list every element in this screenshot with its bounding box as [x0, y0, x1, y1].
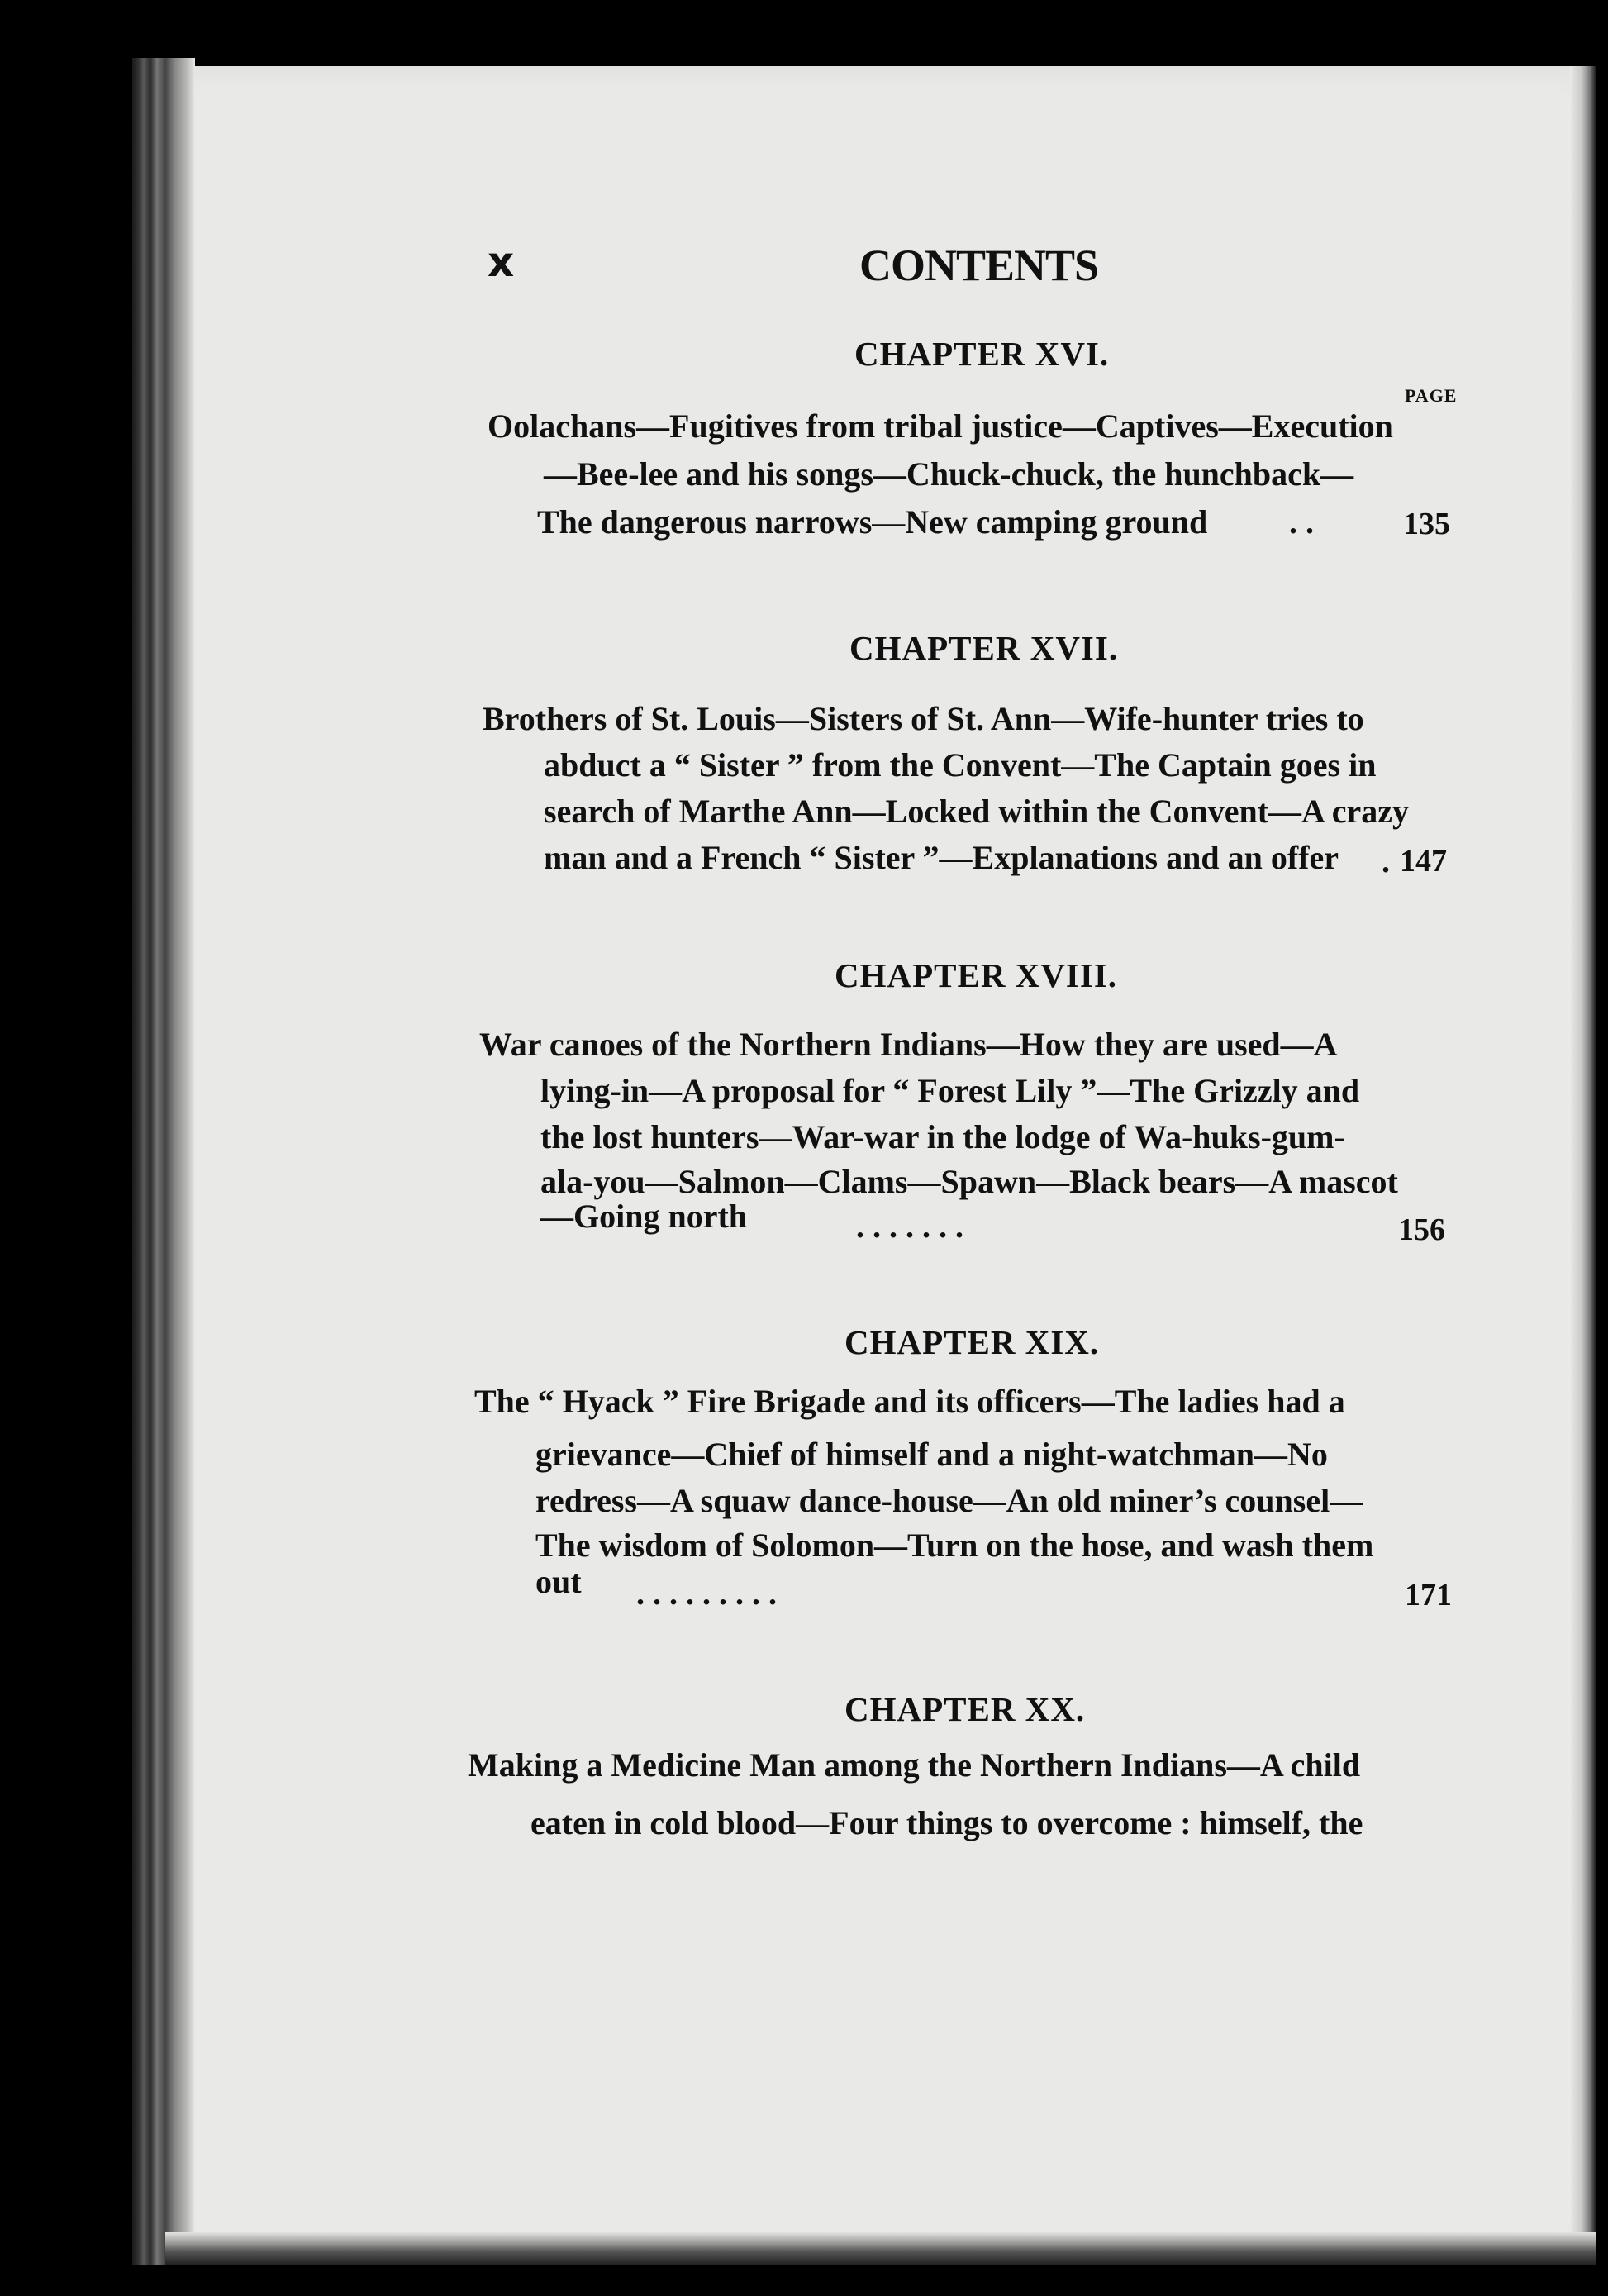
page-right-edge — [1570, 66, 1596, 2256]
chapter-summary-line: search of Marthe Ann—Locked within the Convent—A crazy — [544, 793, 1409, 830]
chapter-title: CHAPTER XVI. — [854, 335, 1110, 373]
chapter-summary-line: The wisdom of Solomon—Turn on the hose, and wash them — [535, 1527, 1374, 1564]
dot-leader: . . — [1289, 503, 1314, 541]
chapter-summary-line: lying-in—A proposal for “ Forest Lily ”—The Grizzly and — [540, 1072, 1360, 1109]
page-number: 147 — [1400, 844, 1447, 879]
page-number: 171 — [1405, 1578, 1452, 1612]
chapter-summary-line: out — [535, 1563, 582, 1600]
chapter-summary-line: —Going north — [540, 1198, 748, 1235]
chapter-summary-line: grievance—Chief of himself and a night-watchman—No — [535, 1436, 1328, 1473]
chapter-summary-line: Oolachans—Fugitives from tribal justice—Captives—Execution — [488, 407, 1393, 445]
chapter-summary-line: The “ Hyack ” Fire Brigade and its officers—The ladies had a — [474, 1383, 1345, 1420]
chapter-title: CHAPTER XX. — [844, 1690, 1086, 1728]
chapter-summary-line: The dangerous narrows—New camping ground — [537, 503, 1208, 541]
chapter-summary-line: Making a Medicine Man among the Northern Indians—A child — [468, 1746, 1361, 1784]
chapter-title: CHAPTER XIX. — [844, 1323, 1100, 1361]
dot-leader: . . . . . . . . . — [636, 1574, 777, 1612]
chapter-title: CHAPTER XVIII. — [835, 956, 1118, 994]
book-page — [132, 66, 1596, 2256]
dot-leader: . — [1382, 842, 1390, 879]
chapter-title: CHAPTER XVII. — [849, 629, 1119, 667]
chapter-summary-line: the lost hunters—War-war in the lodge of Wa-huks-gum- — [540, 1118, 1345, 1155]
chapter-summary-line: —Bee-lee and his songs—Chuck-chuck, the hunchback— — [544, 455, 1354, 493]
chapter-summary-line: Brothers of St. Louis—Sisters of St. Ann—Wife-hunter tries to — [483, 700, 1364, 737]
page-number: 135 — [1403, 507, 1450, 541]
page-bottom-edge — [165, 2232, 1596, 2265]
page-column-label: PAGE — [1405, 385, 1458, 406]
page-folio: x — [488, 238, 515, 286]
chapter-summary-line: War canoes of the Northern Indians—How they are used—A — [479, 1026, 1338, 1063]
running-head: CONTENTS — [859, 241, 1099, 290]
chapter-summary-line: man and a French “ Sister ”—Explanations and an offer — [544, 839, 1339, 876]
page-binding-edge — [132, 58, 195, 2265]
chapter-summary-line: abduct a “ Sister ” from the Convent—The Captain goes in — [544, 746, 1377, 784]
chapter-summary-line: eaten in cold blood—Four things to overcome : himself, the — [530, 1804, 1363, 1841]
dot-leader: . . . . . . . — [856, 1208, 963, 1245]
chapter-summary-line: redress—A squaw dance-house—An old miner’s counsel— — [535, 1482, 1363, 1519]
chapter-summary-line: ala-you—Salmon—Clams—Spawn—Black bears—A mascot — [540, 1163, 1398, 1200]
page-number: 156 — [1398, 1212, 1445, 1247]
